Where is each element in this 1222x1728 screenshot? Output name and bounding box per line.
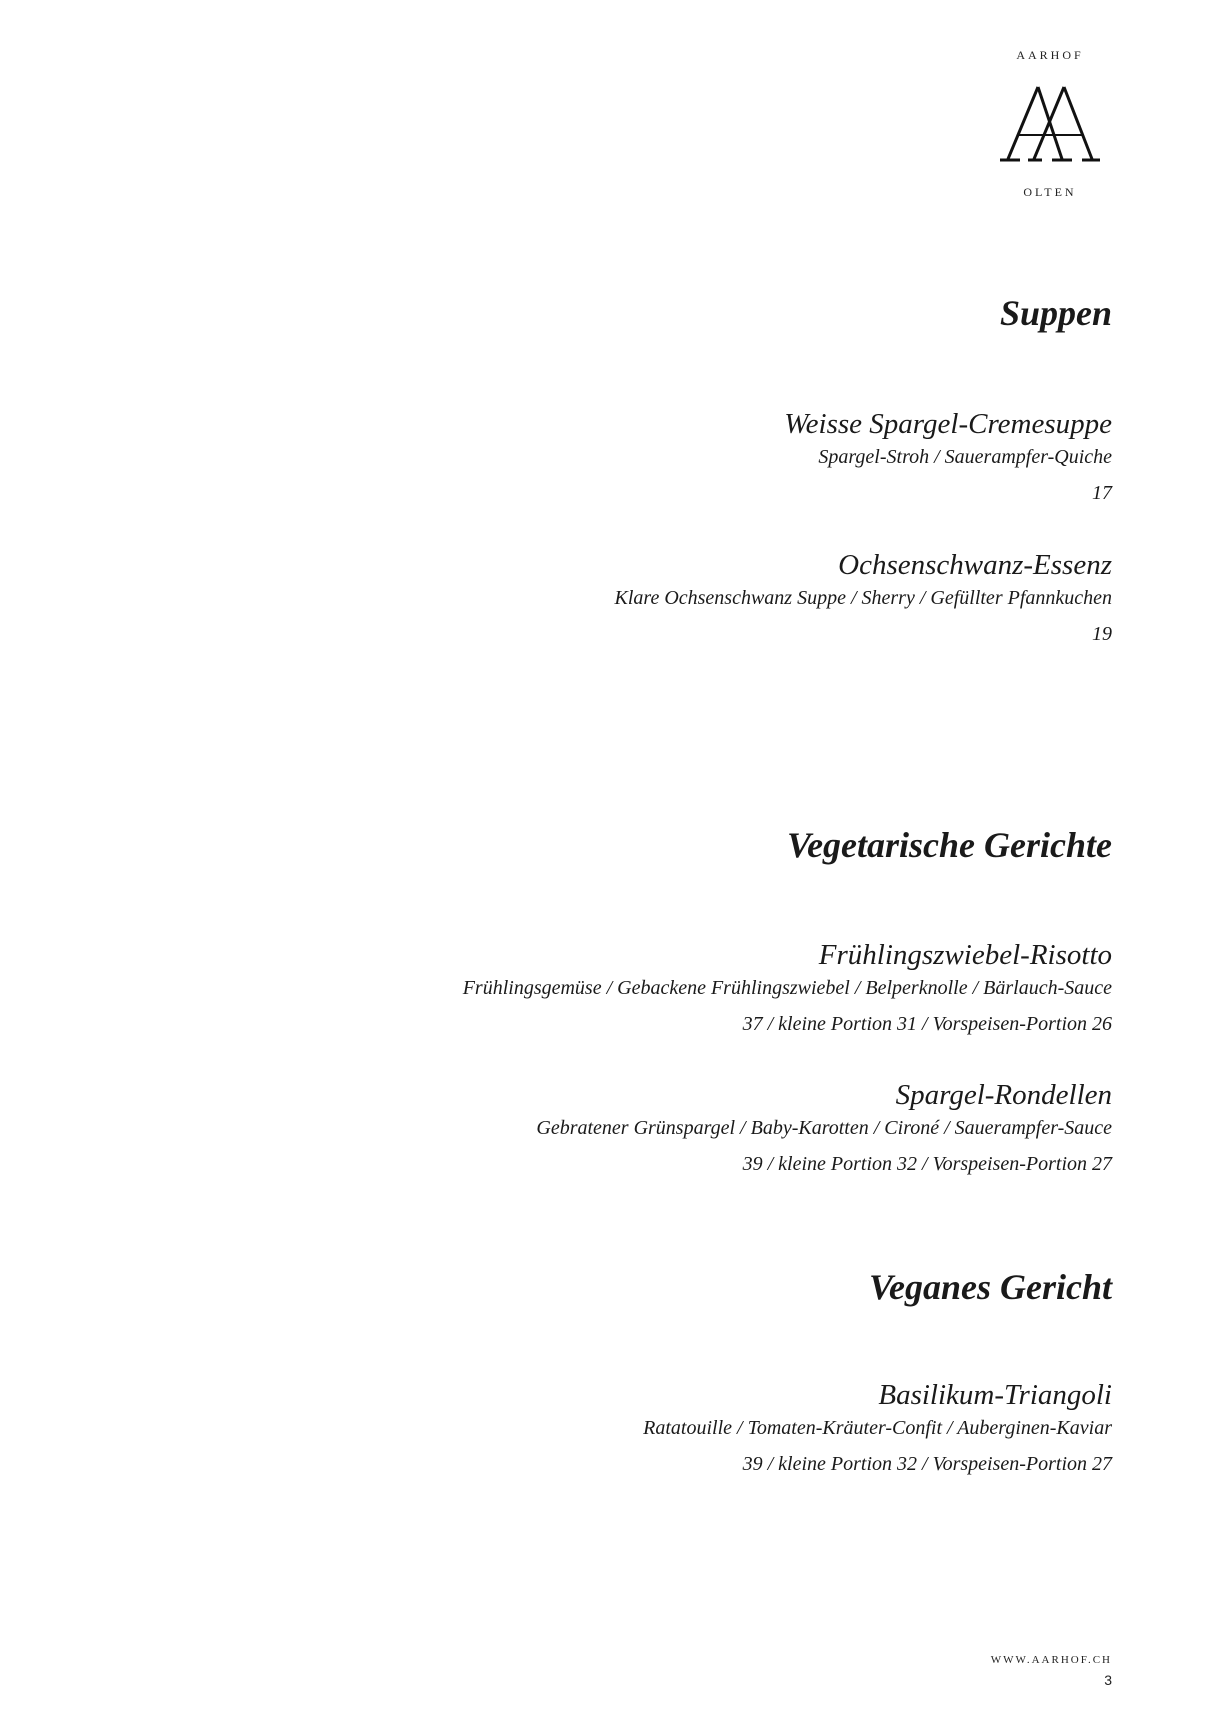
logo-top-text: AARHOF	[1016, 48, 1084, 62]
dish-description: Gebratener Grünspargel / Baby-Karotten / Cironé / Sauerampfer-Sauce	[536, 1117, 1112, 1139]
dish-name: Basilikum-Triangoli	[878, 1379, 1112, 1411]
dish-description: Spargel-Stroh / Sauerampfer-Quiche	[818, 446, 1112, 468]
dish-description: Klare Ochsenschwanz Suppe / Sherry / Gefüllter Pfannkuchen	[614, 587, 1112, 609]
section-title-veganes-gericht: Veganes Gericht	[869, 1267, 1112, 1307]
aarhof-logo	[990, 48, 1110, 200]
dish-item	[643, 1377, 1112, 1479]
dish-name: Frühlingszwiebel-Risotto	[818, 939, 1112, 971]
dish-item	[784, 406, 1112, 508]
dish-price: 37 / kleine Portion 31 / Vorspeisen-Portion 26	[742, 1013, 1112, 1035]
dish-description: Frühlingsgemüse / Gebackene Frühlingszwiebel / Belperknolle / Bärlauch-Sauce	[462, 977, 1112, 999]
dish-price: 39 / kleine Portion 32 / Vorspeisen-Portion 27	[742, 1153, 1112, 1175]
dish-description: Ratatouille / Tomaten-Kräuter-Confit / Auberginen-Kaviar	[643, 1417, 1112, 1439]
page-number: 3	[1104, 1672, 1112, 1688]
dish-price: 19	[1092, 623, 1112, 645]
aa-monogram-icon	[1000, 83, 1100, 163]
dish-price: 17	[1092, 482, 1112, 504]
section-title-vegetarische-gerichte: Vegetarische Gerichte	[787, 825, 1112, 865]
dish-name: Spargel-Rondellen	[895, 1079, 1112, 1111]
section-title-suppen: Suppen	[999, 293, 1112, 333]
logo-bottom-text: OLTEN	[1023, 185, 1077, 199]
dish-name: Ochsenschwanz-Essenz	[838, 549, 1112, 581]
footer-website-link[interactable]: WWW.AARHOF.CH	[990, 1654, 1112, 1666]
dish-price: 39 / kleine Portion 32 / Vorspeisen-Portion 27	[742, 1453, 1112, 1475]
dish-name: Weisse Spargel-Cremesuppe	[784, 408, 1112, 440]
dish-item	[536, 1077, 1112, 1179]
dish-item	[615, 547, 1113, 649]
dish-item	[463, 937, 1112, 1039]
